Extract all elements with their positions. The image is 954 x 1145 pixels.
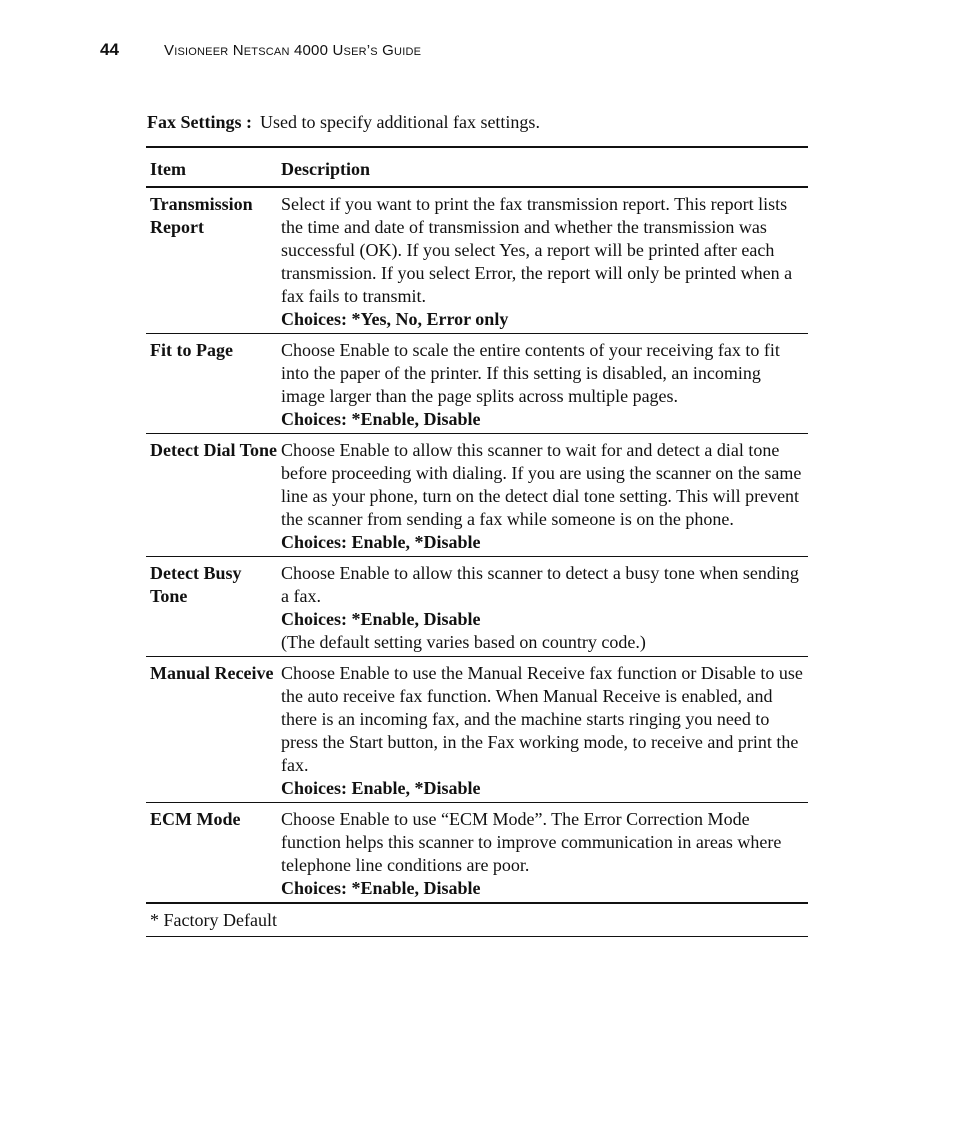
setting-choices: Choices: *Yes, No, Error only [281, 309, 509, 329]
table-row [146, 434, 808, 557]
setting-name: Transmission Report [150, 194, 253, 237]
setting-description: Choose Enable to allow this scanner to wait for and detect a dial tone before proceeding with dialing. If you are using the scanner on the same line as your phone, turn on the detect dial tone setting. This will prevent the scanner from sending a fax while someone is on the phone. [281, 440, 802, 529]
column-header-item: Item [150, 159, 186, 179]
setting-name: Detect Busy Tone [150, 563, 242, 606]
setting-choices: Choices: Enable, *Disable [281, 532, 481, 552]
setting-description-cell [281, 439, 808, 554]
table-row [146, 188, 808, 334]
setting-description-cell [281, 193, 808, 331]
setting-description-cell [281, 662, 808, 800]
running-title: Visioneer Netscan 4000 User’s Guide [164, 42, 422, 59]
setting-description-cell [281, 808, 808, 900]
table-row [146, 334, 808, 434]
page-number: 44 [100, 40, 119, 59]
setting-description: Choose Enable to scale the entire contents of your receiving fax to fit into the paper of the printer. If this setting is disabled, an incoming image larger than the page splits across multiple pages. [281, 340, 780, 406]
setting-choices: Choices: *Enable, Disable [281, 409, 481, 429]
column-header-description: Description [281, 159, 370, 179]
setting-name: ECM Mode [150, 809, 241, 829]
table-row [146, 803, 808, 904]
setting-choices: Choices: Enable, *Disable [281, 778, 481, 798]
setting-description-cell [281, 339, 808, 431]
section-label: Fax Settings : [147, 112, 252, 132]
setting-description: Choose Enable to use the Manual Receive fax function or Disable to use the auto receive fax function. When Manual Receive is enabled, and there is an incoming fax, and the machine starts ringing you need to press the Start button, in the Fax working mode, to receive and print the fax. [281, 663, 803, 775]
section-description: Used to specify additional fax settings. [260, 112, 540, 132]
table-row [146, 657, 808, 803]
setting-description: Choose Enable to use “ECM Mode”. The Error Correction Mode function helps this scanner to improve communication in areas where telephone line conditions are poor. [281, 809, 782, 875]
setting-choices: Choices: *Enable, Disable [281, 609, 481, 629]
setting-description: Select if you want to print the fax transmission report. This report lists the time and date of transmission and whether the transmission was successful (OK). If you select Yes, a report will be printed after each transmission. If you select Error, the report will only be printed when a fax fails to transmit. [281, 194, 793, 306]
fax-settings-table [146, 146, 808, 937]
setting-name: Fit to Page [150, 340, 233, 360]
table-header [146, 146, 808, 188]
setting-note: (The default setting varies based on country code.) [281, 632, 646, 652]
setting-name: Manual Receive [150, 663, 274, 683]
setting-description-cell [281, 562, 808, 654]
table-footnote: * Factory Default [146, 904, 808, 937]
setting-choices: Choices: *Enable, Disable [281, 878, 481, 898]
setting-name: Detect Dial Tone [150, 440, 277, 460]
setting-description: Choose Enable to allow this scanner to detect a busy tone when sending a fax. [281, 563, 799, 606]
table-row [146, 557, 808, 657]
section-intro [147, 112, 540, 133]
